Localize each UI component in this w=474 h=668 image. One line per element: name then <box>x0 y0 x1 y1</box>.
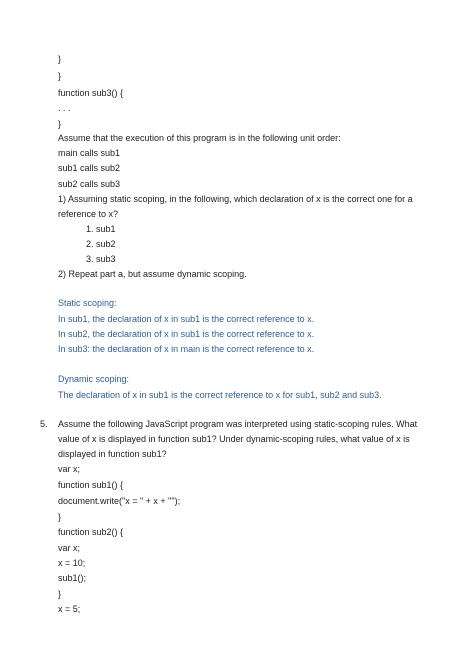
question-1-text-cont: reference to x? <box>58 209 119 219</box>
dynamic-scoping-heading: Dynamic scoping: <box>58 374 130 384</box>
static-answer-line: In sub2, the declaration of x in sub1 is the correct reference to x. <box>58 329 315 339</box>
order-line: sub1 calls sub2 <box>58 163 121 173</box>
static-answer-line: In sub3: the declaration of x in main is the correct reference to x. <box>58 344 315 354</box>
dynamic-answer-line: The declaration of x in sub1 is the correct reference to x for sub1, sub2 and sub3. <box>58 390 382 400</box>
code-line: x = 10; <box>58 558 86 568</box>
question-2-text: 2) Repeat part a, but assume dynamic scoping. <box>58 269 247 279</box>
option-item: 1. sub1 <box>86 224 116 234</box>
code-line: function sub1() { <box>58 480 124 490</box>
code-line: } <box>58 119 62 129</box>
question-5-text: Assume the following JavaScript program was interpreted using static-scoping rules. What <box>58 419 418 429</box>
option-item: 3. sub3 <box>86 254 116 264</box>
code-line: function sub3() { <box>58 88 124 98</box>
question-5-text: displayed in function sub1? <box>58 449 167 459</box>
code-line: sub1(); <box>58 573 87 583</box>
code-line: x = 5; <box>58 604 81 614</box>
question-5-number: 5. <box>40 419 48 429</box>
question-5-text: value of x is displayed in function sub1? Under dynamic-scoping rules, what value of x is <box>58 434 410 444</box>
code-line: function sub2() { <box>58 527 124 537</box>
question-1-text: 1) Assuming static scoping, in the following, which declaration of x is the correct one for a <box>58 194 413 204</box>
code-line: document.write("x = " + x + ""); <box>58 496 181 506</box>
order-line: main calls sub1 <box>58 148 121 158</box>
code-line: . . . <box>58 103 71 113</box>
option-item: 2. sub2 <box>86 239 116 249</box>
code-line: } <box>58 512 62 522</box>
code-line: var x; <box>58 464 81 474</box>
static-scoping-heading: Static scoping: <box>58 298 117 308</box>
static-answer-line: In sub1, the declaration of x in sub1 is the correct reference to x. <box>58 314 315 324</box>
order-line: sub2 calls sub3 <box>58 179 121 189</box>
order-intro: Assume that the execution of this program is in the following unit order: <box>58 133 341 143</box>
code-line: var x; <box>58 543 81 553</box>
code-line: } <box>58 54 62 64</box>
code-line: } <box>58 71 62 81</box>
code-line: } <box>58 589 62 599</box>
